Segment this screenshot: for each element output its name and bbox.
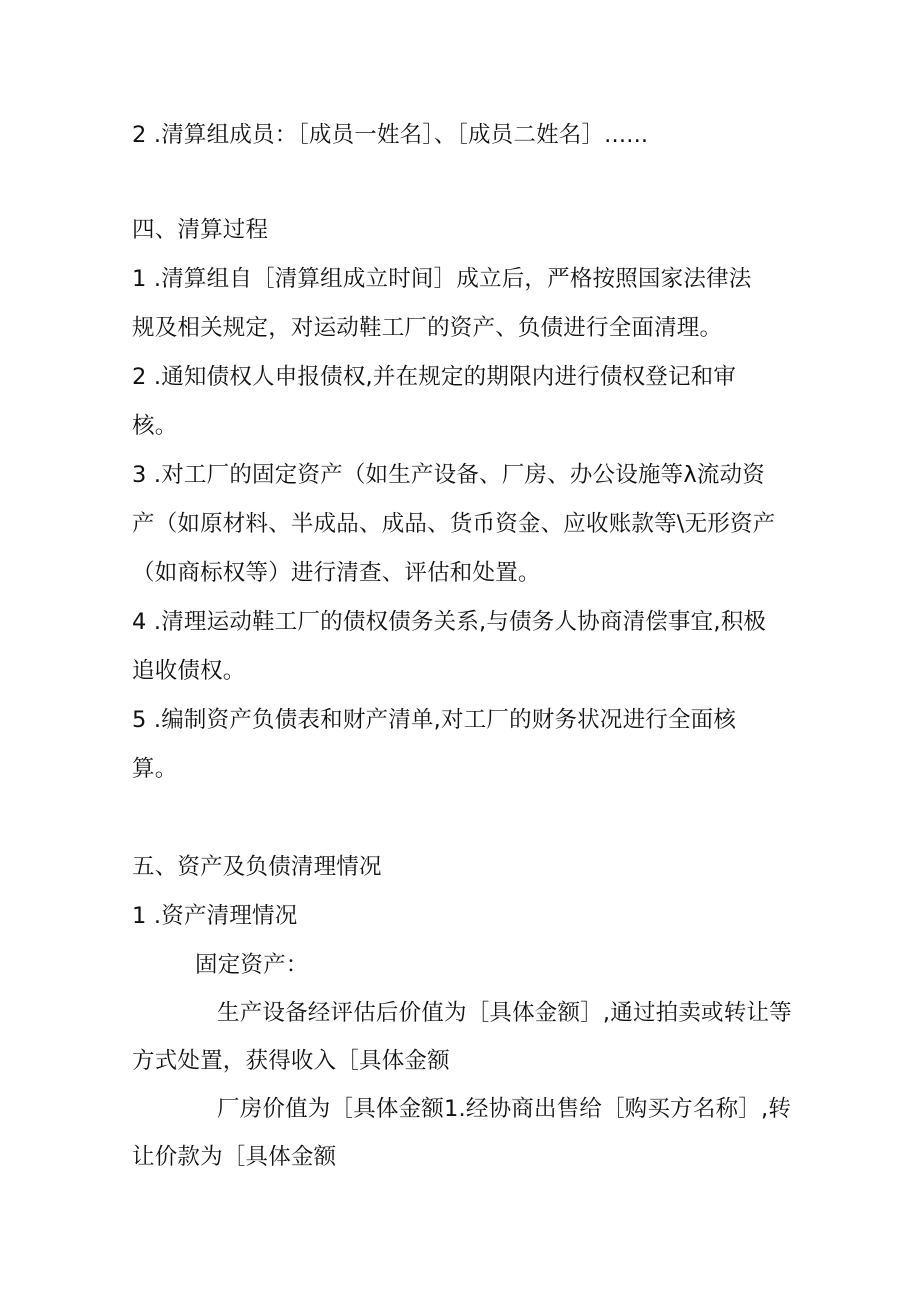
section-heading-process: 四、清算过程: [132, 217, 269, 243]
paragraph-line: 厂房价值为［具体金额1.经协商出售给［购买方名称］,转: [217, 1096, 792, 1122]
subsection-heading: 1 .资产清理情况: [132, 903, 298, 929]
paragraph-line: 规及相关规定，对运动鞋工厂的资产、负债进行全面清理。: [132, 315, 723, 341]
paragraph-line: 5 .编制资产负债表和财产清单,对工厂的财务状况进行全面核: [132, 707, 737, 733]
paragraph-line: 核。: [132, 413, 178, 439]
fixed-assets-label: 固定资产：: [195, 952, 309, 978]
paragraph-line: 算。: [132, 756, 178, 782]
paragraph-line: 追收债权。: [132, 658, 246, 684]
paragraph-line: 1 .清算组自［清算组成立时间］成立后，严格按照国家法律法: [132, 266, 752, 292]
paragraph-line: 2 .通知债权人申报债权,并在规定的期限内进行债权登记和审: [132, 364, 737, 390]
paragraph-line: （如商标权等）进行清查、评估和处置。: [132, 560, 541, 586]
paragraph-line: 3 .对工厂的固定资产（如生产设备、厂房、办公设施等λ流动资: [132, 462, 765, 488]
paragraph-line: 产（如原材料、半成品、成品、货币资金、应收账款等\无形资产: [132, 511, 776, 537]
section-heading-assets: 五、资产及负债清理情况: [132, 854, 382, 880]
paragraph-line: 4 .清理运动鞋工厂的债权债务关系,与债务人协商清偿事宜,积极: [132, 609, 767, 635]
paragraph-line: 让价款为［具体金额: [132, 1144, 337, 1170]
member-line: 2 .清算组成员：［成员一姓名］、［成员二姓名］......: [132, 122, 649, 148]
paragraph-line: 方式处置，获得收入［具体金额: [132, 1048, 450, 1074]
paragraph-line: 生产设备经评估后价值为［具体金额］,通过拍卖或转让等: [217, 1000, 792, 1026]
